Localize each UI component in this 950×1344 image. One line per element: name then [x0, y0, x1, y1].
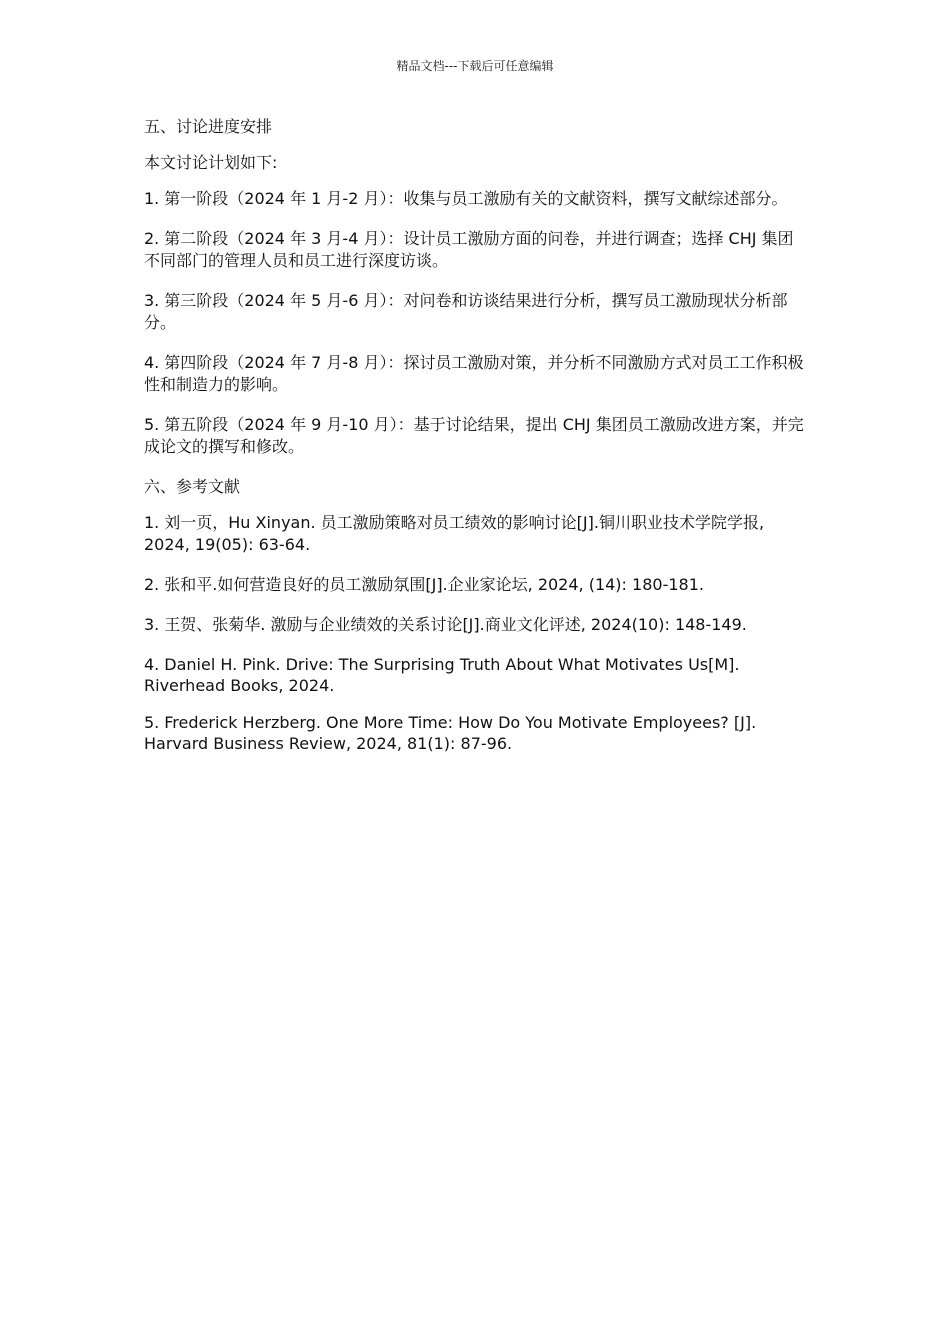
- page-header: 精品文档---下载后可任意编辑: [396, 59, 554, 73]
- schedule-stage-item: [144, 188, 808, 210]
- reference-text: 刘一页，Hu Xinyan. 员工激励策略对员工绩效的影响讨论[J].铜川职业技术学院学报, 2024, 19(05): 63-64.: [144, 513, 765, 554]
- stage-text: 第一阶段（2024 年 1 月-2 月）：收集与员工激励有关的文献资料，撰写文献综述部分。: [164, 189, 788, 208]
- list-number: 5.: [144, 713, 160, 732]
- stage-text: 第四阶段（2024 年 7 月-8 月）：探讨员工激励对策，并分析不同激励方式对员工工作积极性和制造力的影响。: [144, 353, 804, 394]
- reference-text: 王贺、张菊华. 激励与企业绩效的关系讨论[J].商业文化评述, 2024(10): 148-149.: [164, 615, 747, 634]
- section-heading-schedule: 五、讨论进度安排: [144, 117, 273, 136]
- section-heading-references: 六、参考文献: [144, 477, 241, 496]
- stage-text: 第二阶段（2024 年 3 月-4 月）：设计员工激励方面的问卷，并进行调查；选择 CHJ 集团不同部门的管理人员和员工进行深度访谈。: [144, 229, 794, 270]
- list-number: 4.: [144, 655, 160, 674]
- list-number: 2.: [144, 229, 160, 248]
- schedule-stage-item: [144, 414, 808, 458]
- reference-item: [144, 614, 808, 636]
- reference-item: [144, 654, 808, 696]
- schedule-stage-item: [144, 228, 808, 272]
- reference-text: Daniel H. Pink. Drive: The Surprising Truth About What Motivates Us[M]. Riverhead Books, 2024.: [144, 655, 740, 695]
- list-number: 1.: [144, 189, 160, 208]
- reference-text: Frederick Herzberg. One More Time: How Do You Motivate Employees? [J]. Harvard Business Review, 2024, 81(1): 87-96.: [144, 713, 757, 753]
- schedule-intro: 本文讨论计划如下:: [144, 153, 278, 172]
- stage-text: 第三阶段（2024 年 5 月-6 月）：对问卷和访谈结果进行分析，撰写员工激励现状分析部分。: [144, 291, 788, 332]
- list-number: 2.: [144, 575, 160, 594]
- list-number: 3.: [144, 615, 160, 634]
- schedule-stage-item: [144, 352, 808, 396]
- list-number: 1.: [144, 513, 160, 532]
- document-body: [144, 116, 808, 770]
- reference-item: [144, 712, 808, 754]
- reference-text: 张和平.如何营造良好的员工激励氛围[J].企业家论坛, 2024, (14): 180-181.: [164, 575, 704, 594]
- reference-item: [144, 574, 808, 596]
- list-number: 5.: [144, 415, 160, 434]
- stage-text: 第五阶段（2024 年 9 月-10 月）：基于讨论结果，提出 CHJ 集团员工激励改进方案，并完成论文的撰写和修改。: [144, 415, 804, 456]
- reference-item: [144, 512, 808, 556]
- schedule-stage-item: [144, 290, 808, 334]
- list-number: 4.: [144, 353, 160, 372]
- list-number: 3.: [144, 291, 160, 310]
